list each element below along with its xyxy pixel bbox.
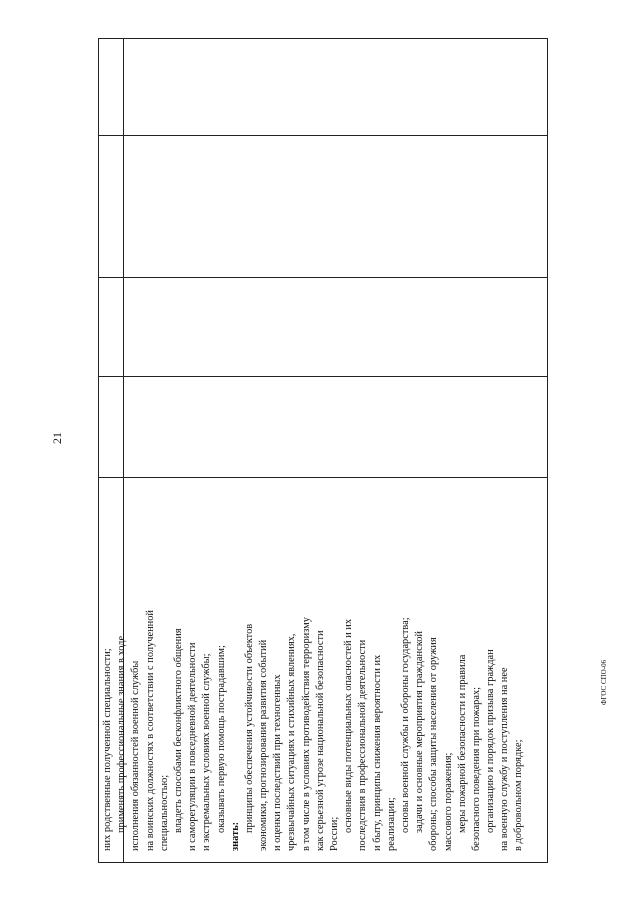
cell-text-line: в добровольном порядке; xyxy=(513,739,525,851)
cell-text-line: экономики, прогнозирования развития событий xyxy=(258,639,270,851)
cell-text-line: основы военной службы и обороны государства; xyxy=(399,617,411,833)
cell-text-line: в том числе в условиях противодействия терроризму xyxy=(300,617,312,851)
cell-text-line: реализации; xyxy=(385,797,397,851)
table-cell-knowledge-text xyxy=(101,610,527,851)
cell-text-line: и экстремальных условиях военной службы; xyxy=(201,653,213,851)
cell-text-line: них родственные полученной специальности; xyxy=(102,648,113,851)
table-row-divider xyxy=(98,277,548,278)
cell-text-line: основные виды потенциальных опасностей и их xyxy=(343,618,355,833)
cell-text-line: безопасного поведения при пожарах; xyxy=(470,686,482,851)
table-row-divider xyxy=(98,477,548,478)
cell-text-line: применять профессиональные знания в ходе xyxy=(116,635,128,833)
cell-text-line: специальностью; xyxy=(158,774,170,851)
footer-label: ФГОС СПО-06 xyxy=(600,659,608,705)
cell-text-line: владеть способами бесконфликтного общения xyxy=(172,628,184,833)
table-row-divider xyxy=(98,376,548,377)
cell-text-line: на военную службу и поступления на нее xyxy=(499,667,511,851)
cell-text-line: на воинских должностях в соответствии с полученной xyxy=(144,610,156,851)
cell-text-line: как серьезной угрозе национальной безопасности xyxy=(314,630,326,851)
table-row-divider xyxy=(98,135,548,136)
cell-text-line: массового поражения; xyxy=(442,752,454,851)
cell-text-line: России; xyxy=(329,816,340,851)
page-number: 21 xyxy=(50,432,64,444)
cell-text-line: исполнения обязанностей военной службы xyxy=(130,660,142,851)
cell-text-line: последствия в профессиональной деятельности xyxy=(357,639,369,851)
cell-text-line: и быту, принципы снижения вероятности их xyxy=(371,654,383,851)
cell-text-line: оказывать первую помощь пострадавшим; xyxy=(215,645,227,833)
cell-text-line: принципы обеспечения устойчивости объектов xyxy=(243,623,255,833)
cell-text-line: меры пожарной безопасности и правила xyxy=(456,654,468,833)
cell-text-line: и оценки последствий при техногенных xyxy=(272,674,284,851)
cell-text-line: обороны; способы защиты населения от оружия xyxy=(428,637,440,851)
cell-text-line: организацию и порядок призыва граждан xyxy=(485,649,497,833)
cell-text-line: чрезвычайных ситуациях и стихийных явлениях, xyxy=(286,633,298,851)
cell-text-line: знать: xyxy=(229,821,241,851)
cell-text-line: задачи и основные мероприятия гражданской xyxy=(414,631,426,833)
cell-text-line: и саморегуляции в повседневной деятельности xyxy=(187,642,199,851)
